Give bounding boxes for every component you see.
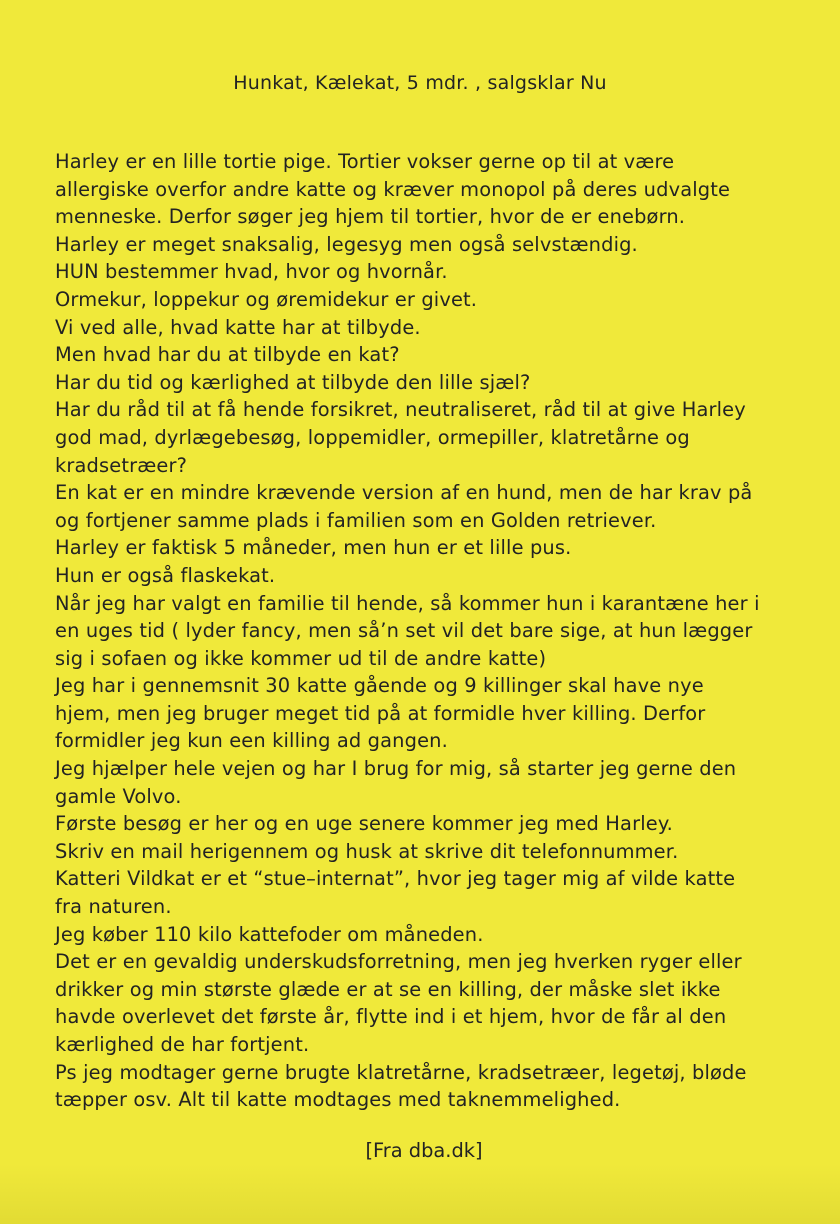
body-line: gamle Volvo. [55,784,182,808]
body-line: en uges tid ( lyder fancy, men så’n set vil det bare sige, at hun lægger [55,619,753,643]
body-line: kradsetræer? [55,453,188,477]
body-line: Når jeg har valgt en familie til hende, så kommer hun i karantæne her i [55,591,760,615]
body-line: Katteri Vildkat er et “stue–internat”, hvor jeg tager mig af vilde katte [55,867,736,891]
body-line: Harley er en lille tortie pige. Tortier vokser gerne op til at være [55,150,675,173]
ad-title: Hunkat, Kælekat, 5 mdr. , salgsklar Nu [233,72,607,94]
body-line: Skriv en mail herigennem og husk at skrive dit telefonnummer. [55,839,679,863]
body-line: Det er en gevaldig underskudsforretning, men jeg hverken ryger eller [55,950,742,974]
body-line: Harley er faktisk 5 måneder, men hun er et lille pus. [55,536,572,560]
body-line: Jeg har i gennemsnit 30 katte gående og 9 killinger skal have nye [55,674,704,698]
body-line: Harley er meget snaksalig, legesyg men også selvstændig. [55,232,638,256]
body-line: Første besøg er her og en uge senere kommer jeg med Harley. [55,812,673,836]
body-line: Vi ved alle, hvad katte har at tilbyde. [55,315,421,339]
body-line: god mad, dyrlægebesøg, loppemidler, ormepiller, klatretårne og [55,425,690,449]
body-line: formidler jeg kun een killing ad gangen. [55,729,448,753]
ad-body [55,148,795,1114]
body-line: Hun er også flaskekat. [55,563,276,587]
body-line: En kat er en mindre krævende version af en hund, men de har krav på [55,481,753,505]
body-line: sig i sofaen og ikke kommer ud til de andre katte) [55,646,547,670]
body-line: Ormekur, loppekur og øremidekur er givet. [55,287,478,311]
body-line: Jeg hjælper hele vejen og har I brug for mig, så starter jeg gerne den [55,757,737,781]
source-credit: [Fra dba.dk] [365,1139,483,1162]
body-line: HUN bestemmer hvad, hvor og hvornår. [55,260,448,284]
body-line: Jeg køber 110 kilo kattefoder om måneden. [55,922,484,946]
body-line: Har du råd til at få hende forsikret, neutraliseret, råd til at give Harley [55,398,746,422]
body-line: Har du tid og kærlighed at tilbyde den lille sjæl? [55,370,531,394]
body-line: tæpper osv. Alt til katte modtages med taknemmelighed. [55,1088,621,1112]
body-line: menneske. Derfor søger jeg hjem til tortier, hvor de er enebørn. [55,205,686,229]
body-line: Ps jeg modtager gerne brugte klatretårne, kradsetræer, legetøj, bløde [55,1060,747,1084]
bottom-shade [0,1164,840,1224]
body-line: allergiske overfor andre katte og kræver monopol på deres udvalgte [55,177,731,201]
body-line: hjem, men jeg bruger meget tid på at formidle hver killing. Derfor [55,701,706,725]
body-line: drikker og min største glæde er at se en killing, der måske slet ikke [55,977,721,1001]
body-line: Men hvad har du at tilbyde en kat? [55,343,400,367]
body-line: havde overlevet det første år, flytte ind i et hjem, hvor de får al den [55,1005,727,1029]
body-line: fra naturen. [55,895,172,919]
body-line: kærlighed de har fortjent. [55,1033,310,1056]
body-line: og fortjener samme plads i familien som en Golden retriever. [55,508,657,532]
